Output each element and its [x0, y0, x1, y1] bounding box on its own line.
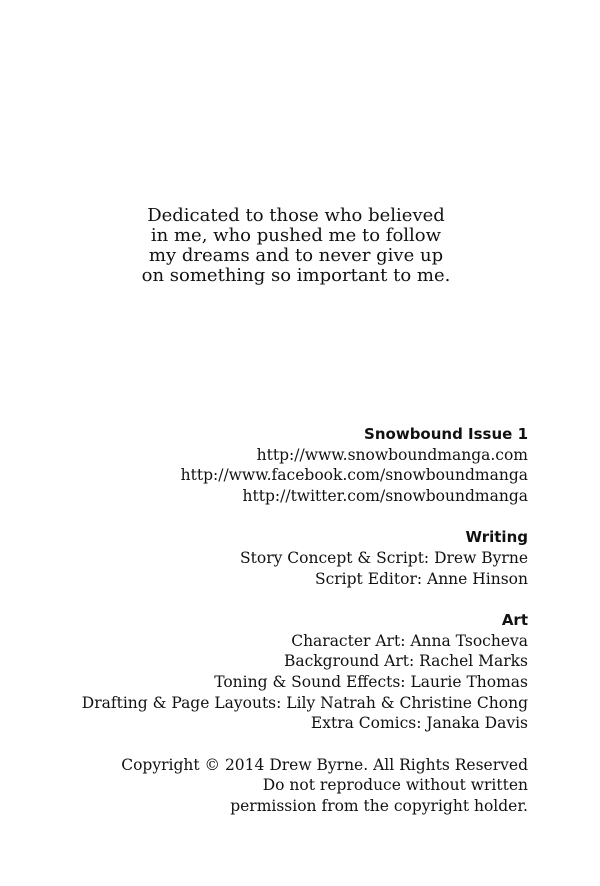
- art-credit-line: Background Art: Rachel Marks: [283, 652, 528, 671]
- facebook-link[interactable]: http://www.facebook.com/snowboundmanga: [180, 466, 528, 485]
- dedication-line: in me, who pushed me to follow: [150, 225, 442, 246]
- copyright-notice-line: permission from the copyright holder.: [230, 796, 528, 815]
- credits-block: [58, 424, 528, 817]
- twitter-link[interactable]: http://twitter.com/snowboundmanga: [242, 486, 528, 505]
- website-link[interactable]: http://www.snowboundmanga.com: [256, 445, 528, 464]
- dedication-line: my dreams and to never give up: [148, 245, 444, 266]
- section-spacer: [58, 589, 528, 610]
- writing-credit-line: Script Editor: Anne Hinson: [314, 569, 528, 588]
- dedication-block: [100, 206, 492, 286]
- section-spacer: [58, 506, 528, 527]
- dedication-line: Dedicated to those who believed: [147, 205, 445, 226]
- section-spacer: [58, 734, 528, 755]
- art-heading: Art: [501, 611, 528, 630]
- art-credit-line: Extra Comics: Janaka Davis: [310, 714, 528, 733]
- copyright-line: Copyright © 2014 Drew Byrne. All Rights Reserved: [121, 755, 528, 774]
- publication-title: Snowbound Issue 1: [364, 425, 528, 443]
- copyright-notice-line: Do not reproduce without written: [262, 776, 528, 795]
- art-credit-line: Character Art: Anna Tsocheva: [291, 631, 528, 650]
- dedication-line: on something so important to me.: [141, 265, 451, 286]
- art-credit-line: Drafting & Page Layouts: Lily Natrah & Christine Chong: [81, 693, 528, 712]
- writing-heading: Writing: [465, 528, 528, 547]
- art-credit-line: Toning & Sound Effects: Laurie Thomas: [214, 672, 528, 691]
- writing-credit-line: Story Concept & Script: Drew Byrne: [240, 548, 528, 567]
